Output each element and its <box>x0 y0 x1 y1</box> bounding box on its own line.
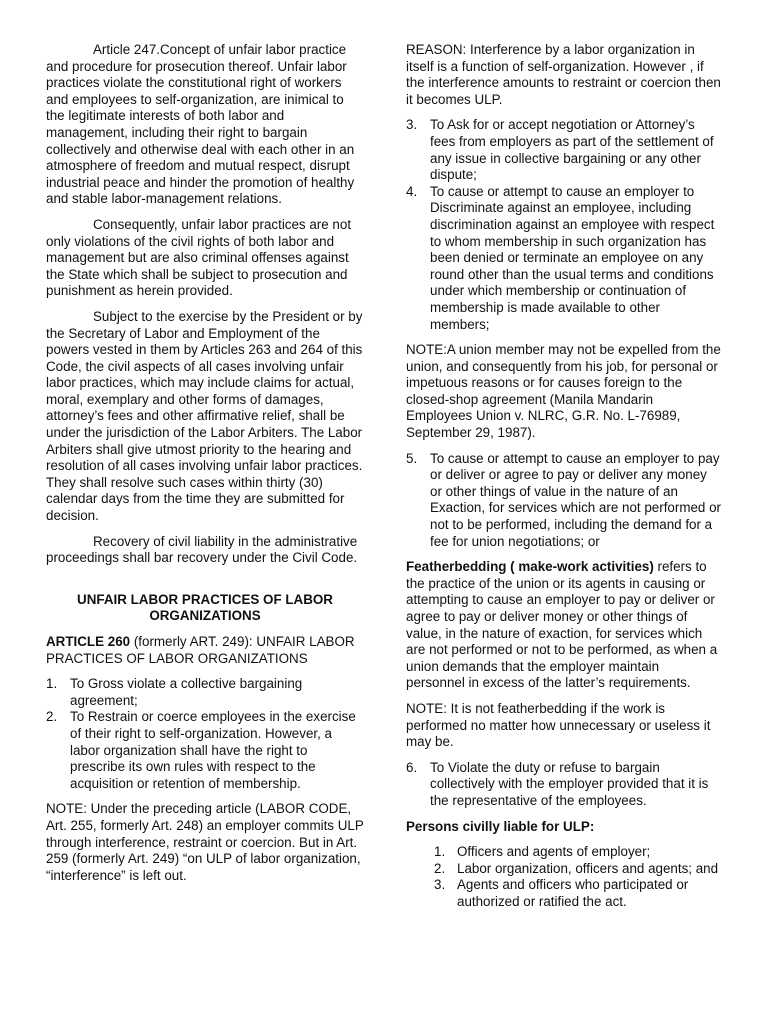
list-number: 2. <box>46 709 58 725</box>
list-item <box>406 760 721 810</box>
civil-liability-paragraph: Recovery of civil liability in the administrative proceedings shall bar recovery under the Civil Code. <box>46 533 358 566</box>
left-column <box>46 42 364 893</box>
list-text: To cause or attempt to cause an employer to Discriminate against an employee, including discrimination against an employee with respect to whom membership in such organization has been denied or terminate an employee on any round other than the usual terms and conditions under which membership or continuation of membership is made available to other members; <box>430 183 715 332</box>
list-item <box>406 184 721 333</box>
list-item <box>46 676 364 709</box>
list-text: To Restrain or coerce employees in the exercise of their right to self-organization. However, a labor organization shall have the right to prescribe its own rules with respect to the acquisition or retention of membership. <box>70 709 356 791</box>
right-column <box>406 42 721 920</box>
list-item <box>406 451 721 551</box>
list-number: 3. <box>406 117 418 133</box>
persons-liable-list <box>406 844 721 910</box>
list-number: 1. <box>434 844 446 860</box>
list-text: Agents and officers who participated or authorized or ratified the act. <box>457 877 689 909</box>
list-text: Officers and agents of employer; <box>457 844 651 860</box>
note-featherbedding: NOTE: It is not featherbedding if the work is performed no matter how unnecessary or useless it may be. <box>406 700 711 750</box>
featherbedding-term: Featherbedding ( make-work activities) <box>406 559 654 575</box>
list-text: To Gross violate a collective bargaining agreement; <box>70 676 303 708</box>
list-number: 3. <box>434 877 446 893</box>
article-260-label: ARTICLE 260 <box>46 634 131 649</box>
article-260-text: (formerly ART. 249): UNFAIR LABOR PRACTICES OF LABOR ORGANIZATIONS <box>46 634 355 666</box>
list-number: 1. <box>46 676 58 692</box>
list-number: 2. <box>434 860 446 876</box>
article-247-paragraph: Article 247.Concept of unfair labor practice and procedure for prosecution thereof. Unfair labor practices violate the constitutional right of workers and employees to self-organization, are inimical to the legitimate interests of both labor and management, including their right to bargain collectively and otherwise deal with each other in an atmosphere of freedom and mutual respect, disrupt industrial peace and hinder the promotion of healthy and stable labor-management relations. <box>46 42 355 207</box>
persons-liable-heading <box>406 819 721 836</box>
section-heading: UNFAIR LABOR PRACTICES OF LABOR ORGANIZATIONS <box>77 591 333 624</box>
list-number: 4. <box>406 183 418 199</box>
note-interference: NOTE: Under the preceding article (LABOR CODE, Art. 255, formerly Art. 248) an employer commits ULP through interference, restraint or coercion. But in Art. 259 (formerly Art. 249) “on ULP of labor organization, “interference” is left out. <box>46 801 364 883</box>
list-number: 5. <box>406 450 418 466</box>
list-text: To Violate the duty or refuse to bargain collectively with the employer provided that it is the representative of the employees. <box>430 759 709 808</box>
featherbedding-text: refers to the practice of the union or its agents in causing or attempting to cause an employer to pay or deliver or agree to pay or deliver money or other things of value, in the nature of exaction, for services which are not performed or not to be performed, as when a union demands that the employer maintain personnel in excess of the latter’s requirements. <box>406 559 718 691</box>
persons-liable-label: Persons civilly liable for ULP: <box>406 818 595 834</box>
labor-org-ulp-list-3 <box>406 451 721 551</box>
reason-paragraph: REASON: Interference by a labor organization in itself is a function of self-organization. However , if the interference amounts to restraint or coercion then it becomes ULP. <box>406 42 721 107</box>
list-text: To Ask for or accept negotiation or Attorney’s fees from employers as part of the settlement of any issue in collective bargaining or any other dispute; <box>430 117 714 183</box>
featherbedding-paragraph <box>406 559 721 692</box>
list-number: 6. <box>406 759 418 775</box>
list-text: To cause or attempt to cause an employer to pay or deliver or agree to pay or deliver any money or other things of value in the nature of an Exaction, for services which are not performed or not to be performed, including the demand for a fee for union negotiations; or <box>430 450 721 549</box>
list-item <box>406 117 721 183</box>
list-item <box>406 861 721 878</box>
labor-org-ulp-list-4 <box>406 760 721 810</box>
consequently-paragraph: Consequently, unfair labor practices are not only violations of the civil rights of both labor and management but are also criminal offenses against the State which shall be subject to prosecution and punishment as herein provided. <box>46 216 352 299</box>
list-item <box>406 844 721 861</box>
labor-org-ulp-list-2 <box>406 117 721 333</box>
jurisdiction-paragraph: Subject to the exercise by the President or by the Secretary of Labor and Employment of the powers vested in them by Articles 263 and 264 of this Code, the civil aspects of all cases involving unfair labor practices, which may include claims for actual, moral, exemplary and other forms of damages, attorney’s fees and other affirmative relief, shall be under the jurisdiction of the Labor Arbiters. The Labor Arbiters shall give utmost priority to the hearing and resolution of all cases involving unfair labor practices. They shall resolve such cases within thirty (30) calendar days from the time they are submitted for decision. <box>46 308 363 524</box>
note-union-member: NOTE:A union member may not be expelled from the union, and consequently from his job, for personal or impetuous reasons or for causes foreign to the closed-shop agreement (Manila Mandarin Employees Union v. NLRC, G.R. No. L-76989, September 29, 1987). <box>406 342 721 441</box>
article-260-paragraph <box>46 634 364 667</box>
list-text: Labor organization, officers and agents; and <box>457 860 719 876</box>
labor-org-ulp-list-1 <box>46 676 364 792</box>
list-item <box>46 709 364 792</box>
list-item <box>406 877 721 910</box>
